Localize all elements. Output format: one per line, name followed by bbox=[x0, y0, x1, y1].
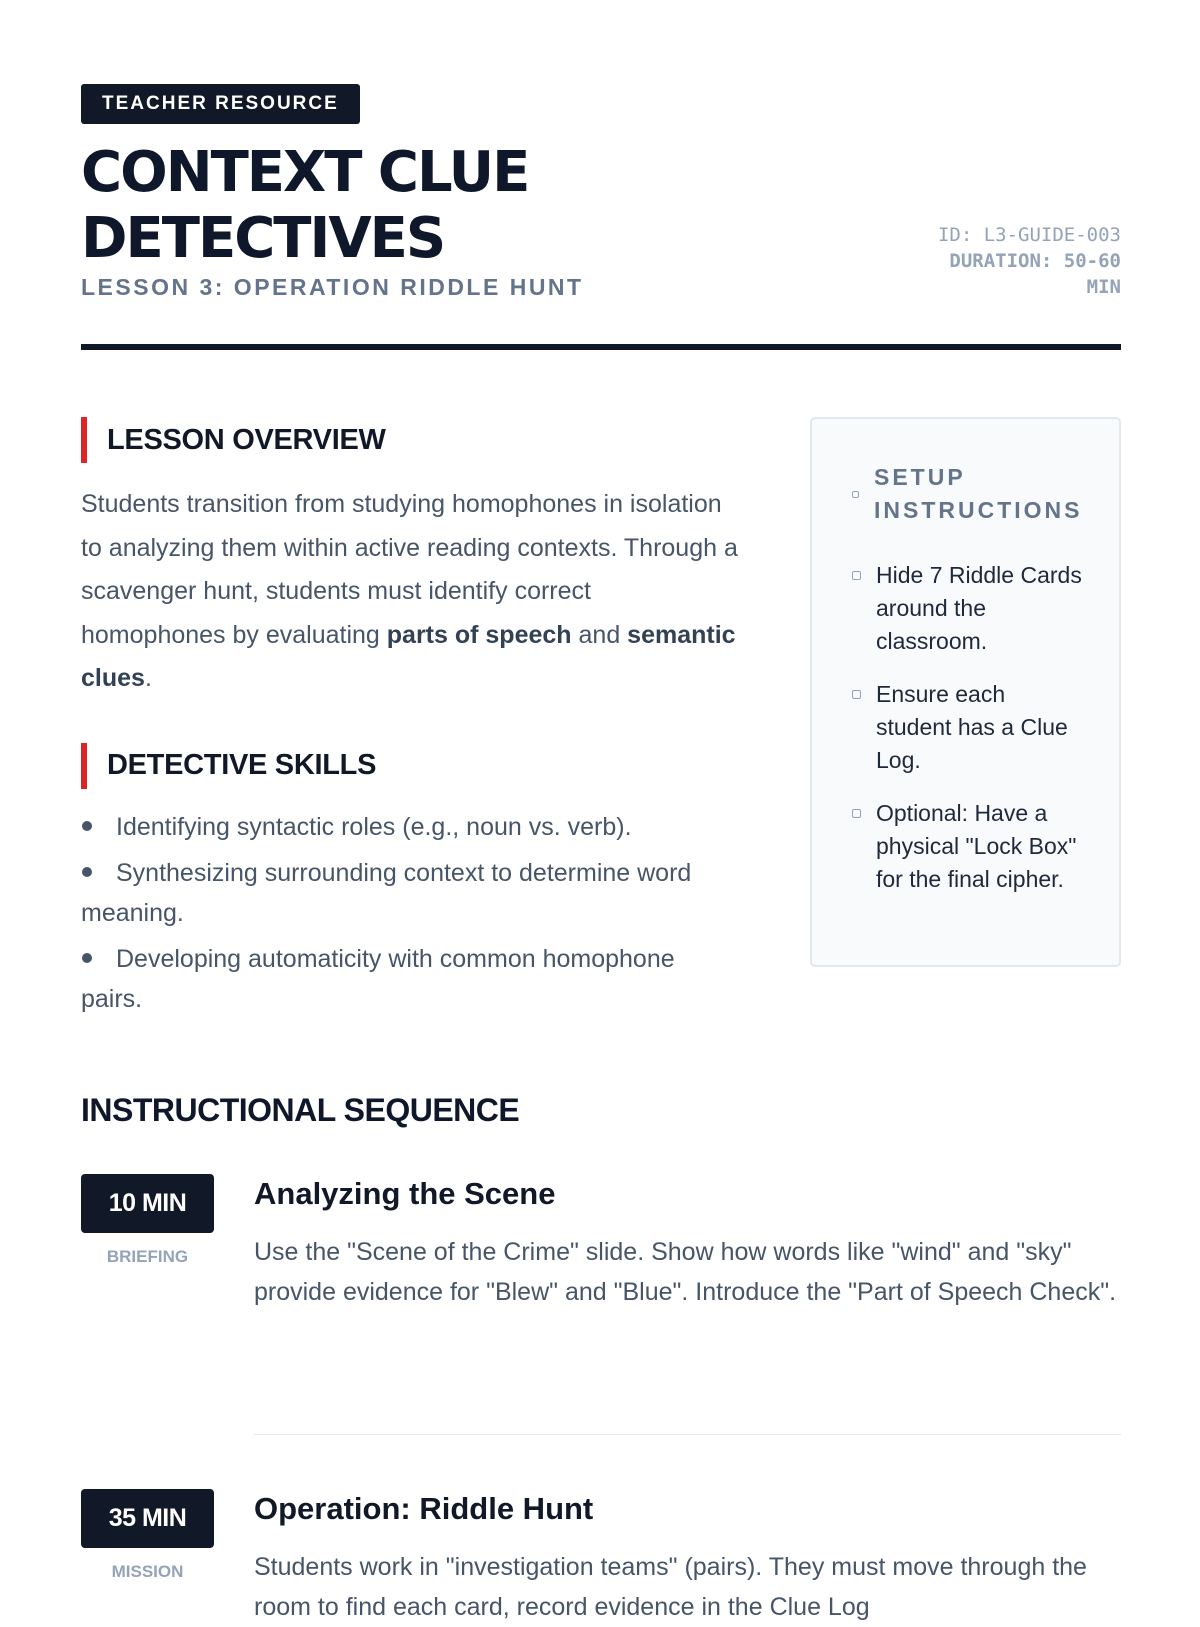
setup-item bbox=[852, 678, 1083, 777]
lesson-subtitle: LESSON 3: OPERATION RIDDLE HUNT bbox=[81, 274, 584, 300]
skills-heading: DETECTIVE SKILLS bbox=[107, 749, 377, 781]
setup-item bbox=[852, 797, 1083, 896]
skill-item-text: Synthesizing surrounding context to determine word meaning. bbox=[81, 858, 692, 927]
setup-heading: SETUP INSTRUCTIONS bbox=[874, 464, 1083, 523]
lesson-id: ID: L3-GUIDE-003 bbox=[937, 224, 1121, 246]
phase-tag: BRIEFING bbox=[106, 1247, 189, 1266]
main-column bbox=[81, 417, 741, 1025]
lesson-guide-page bbox=[81, 0, 1121, 1621]
step-description: Students work in "investigation teams" (pairs). They must move through the room to find each card, record evidence in the Clue Log bbox=[254, 1553, 1087, 1621]
skill-item bbox=[81, 853, 741, 933]
overview-text-part-2: and bbox=[571, 620, 628, 649]
skill-item bbox=[81, 807, 741, 847]
skills-list bbox=[81, 807, 741, 1019]
phase-tag: MISSION bbox=[111, 1562, 184, 1581]
setup-instructions-card bbox=[810, 417, 1121, 967]
sequence-heading: INSTRUCTIONAL SEQUENCE bbox=[81, 1092, 520, 1128]
setup-item bbox=[852, 559, 1083, 658]
step-divider bbox=[254, 1434, 1121, 1435]
resource-badge: TEACHER RESOURCE bbox=[81, 84, 360, 124]
checkbox-icon bbox=[852, 571, 861, 580]
step-title: Analyzing the Scene bbox=[254, 1176, 556, 1211]
overview-heading: LESSON OVERVIEW bbox=[107, 423, 386, 456]
overview-text-part-1: Students transition from studying homophones in isolation to analyzing them within active reading contexts. Through a scavenger hunt, students must identify correct homophones by evaluating bbox=[81, 490, 738, 649]
skills-section-heading bbox=[81, 743, 741, 789]
checkbox-icon bbox=[852, 809, 861, 818]
header-divider bbox=[81, 344, 1121, 350]
time-duration-box: 10 MIN bbox=[81, 1174, 214, 1233]
skill-item-text: Identifying syntactic roles (e.g., noun vs. verb). bbox=[116, 812, 632, 841]
page-title-line-2: DETECTIVES bbox=[81, 206, 445, 271]
checklist-icon bbox=[852, 491, 859, 498]
bullet-icon bbox=[82, 953, 92, 963]
lesson-duration bbox=[891, 248, 1121, 300]
setup-heading-row bbox=[852, 461, 1083, 527]
setup-item-text: Ensure each student has a Clue Log. bbox=[876, 681, 1068, 773]
overview-section-heading bbox=[81, 417, 741, 463]
overview-text-part-3: . bbox=[144, 664, 152, 692]
page-title-line-1: CONTEXT CLUE bbox=[81, 140, 529, 205]
checkbox-icon bbox=[852, 690, 861, 699]
lesson-duration-line-1: DURATION: 50-60 bbox=[949, 250, 1121, 272]
skill-item-text: Developing automaticity with common homophone pairs. bbox=[81, 944, 675, 1013]
step-description: Use the "Scene of the Crime" slide. Show how words like "wind" and "sky" provide evidence for "Blew" and "Blue". Introduce the "Part of Speech Check". bbox=[254, 1238, 1117, 1306]
page-title bbox=[81, 140, 801, 272]
overview-text bbox=[81, 483, 741, 701]
setup-list bbox=[852, 559, 1083, 896]
time-duration-box: 35 MIN bbox=[81, 1489, 214, 1548]
setup-item-text: Hide 7 Riddle Cards around the classroom. bbox=[876, 562, 1082, 654]
lesson-duration-line-2: MIN bbox=[1086, 276, 1121, 298]
overview-bold-parts-of-speech: parts of speech bbox=[386, 620, 572, 649]
lesson-meta bbox=[891, 222, 1121, 300]
overview-bold-semantic-clues: semantic clues bbox=[81, 620, 736, 692]
setup-item-text: Optional: Have a physical "Lock Box" for the final cipher. bbox=[876, 800, 1077, 892]
step-title: Operation: Riddle Hunt bbox=[254, 1491, 594, 1526]
bullet-icon bbox=[82, 867, 92, 877]
bullet-icon bbox=[82, 821, 92, 831]
skill-item bbox=[81, 939, 741, 1019]
